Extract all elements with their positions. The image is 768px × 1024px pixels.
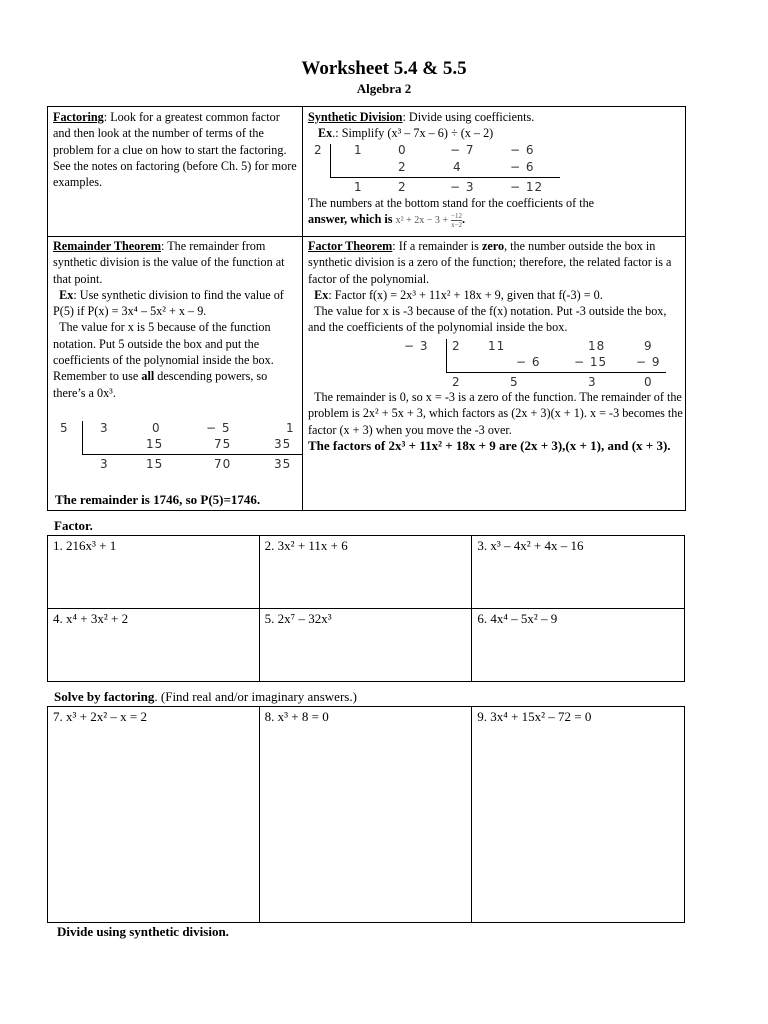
factor-row1-c2: 11 [488, 339, 506, 353]
factor-row2-c2: − 6 [516, 355, 541, 369]
synthetic-box-horizontal [330, 177, 560, 178]
remainder-ex-label: Ex [59, 287, 74, 302]
factor-theorem-text4: The remainder is 0, so x = -3 is a zero of the function. The remainder of the problem is 2x² + 5x + 3, which factors as (2x + 3)(x + 1). x = -3 becomes the factor (x + 3) when you move the -3 over. [308, 390, 683, 437]
remainder-row3-c3: 70 [214, 457, 232, 471]
synthetic-row3-c1: 1 [354, 180, 363, 194]
remainder-text4: descending powers, so there’s a 0x³. [53, 369, 268, 400]
factor-theorem-explanation [308, 389, 684, 454]
remainder-text1: : The remainder from synthetic division is the value of the function at that point. [53, 239, 285, 286]
remainder-text2: : Use synthetic division to find the value of P(5) if P(x) = 3x⁴ – 5x² + x – 9. [53, 287, 284, 319]
remainder-all: all [141, 369, 155, 384]
factor-theorem-text2: : Factor f(x) = 2x³ + 11x² + 18x + 9, given that f(-3) = 0. [328, 287, 603, 302]
factor-theorem-text1b: , the number outside the box in synthetic division is a zero of the function; therefore, the related factor is a factor of the polynomial. [308, 239, 672, 286]
solve-section-note: . (Find real and/or imaginary answers.) [154, 689, 357, 704]
factor-problem-2[interactable]: 2. 3x² + 11x + 6 [259, 536, 472, 609]
factor-problem-5[interactable]: 5. 2x⁷ – 32x³ [259, 609, 472, 682]
solve-problem-9[interactable]: 9. 3x⁴ + 15x² – 72 = 0 [472, 707, 685, 923]
factor-theorem-zero: zero [481, 239, 505, 253]
remainder-row3-c1: 3 [100, 457, 109, 471]
factor-row1-c1: 2 [452, 339, 461, 353]
synthetic-row2-c4: − 6 [510, 160, 535, 174]
solve-problems-table [47, 706, 685, 923]
remainder-result: The remainder is 1746, so P(5)=1746. [55, 492, 261, 507]
factor-row3-c1: 2 [452, 375, 461, 389]
remainder-theorem-note [53, 238, 299, 401]
factor-theorem-text1a: : If a remainder is [392, 239, 479, 253]
remainder-row1-c2: 0 [152, 421, 161, 435]
solve-section-heading [54, 689, 357, 705]
solve-section-label: Solve by factoring [54, 689, 155, 704]
synthetic-row3-c4: − 12 [510, 180, 544, 194]
factor-row1-c4: 9 [644, 339, 653, 353]
factoring-text: : Look for a greatest common factor and then look at the number of terms of the problem for a clue on how to start the factoring. See the notes on factoring (before Ch. 5) for more examples. [53, 110, 297, 190]
factor-section-label: Factor. [54, 518, 93, 533]
synthetic-text: : Divide using coefficients. [402, 110, 535, 124]
factor-theorem-text3: The value for x is -3 because of the f(x) notation. Put -3 outside the box, and the coefficients of the polynomial inside the box. [308, 304, 667, 335]
remainder-row1-c4: 1 [286, 421, 295, 435]
synthetic-ex-text: .: Simplify (x³ – 7x – 6) ÷ (x – 2) [332, 126, 494, 141]
remainder-box-vertical [82, 421, 83, 455]
factor-problem-1[interactable]: 1. 216x³ + 1 [48, 536, 260, 609]
factor-row3-c2: 5 [510, 375, 519, 389]
factor-row2-c3: − 15 [574, 355, 608, 369]
remainder-row1-c1: 3 [100, 421, 109, 435]
factor-theorem-heading: Factor Theorem [308, 239, 393, 253]
notes-table [47, 106, 686, 511]
synthetic-row1-c3: − 7 [450, 143, 475, 157]
synthetic-divisor: 2 [314, 143, 323, 157]
solve-problem-7[interactable]: 7. x³ + 2x² – x = 2 [48, 707, 260, 923]
factoring-heading: Factoring [53, 110, 104, 124]
page-title: Worksheet 5.4 & 5.5 [301, 58, 467, 79]
remainder-row2-c3: 75 [214, 437, 232, 451]
synthetic-heading: Synthetic Division [308, 110, 403, 124]
row-divider [48, 236, 685, 237]
synthetic-row1-c4: − 6 [510, 143, 535, 157]
column-divider [302, 107, 303, 510]
factor-row3-c4: 0 [644, 375, 653, 389]
remainder-row1-c3: − 5 [206, 421, 231, 435]
synthetic-answer-fraction [451, 212, 462, 229]
factoring-note [53, 109, 299, 190]
remainder-row2-c2: 15 [146, 437, 164, 451]
remainder-row2-c4: 35 [274, 437, 292, 451]
synthetic-row2-c2: 2 [398, 160, 407, 174]
factor-problem-3[interactable]: 3. x³ – 4x² + 4x – 16 [472, 536, 685, 609]
synthetic-ex-label: Ex [318, 126, 333, 141]
factor-problem-6[interactable]: 6. 4x⁴ – 5x² – 9 [472, 609, 685, 682]
page-subtitle: Algebra 2 [356, 81, 412, 96]
synthetic-row2-c3: 4 [453, 160, 462, 174]
solve-problem-8[interactable]: 8. x³ + 8 = 0 [259, 707, 472, 923]
synthetic-note: The numbers at the bottom stand for the coefficients of the [308, 196, 595, 210]
synthetic-box-vertical [330, 144, 331, 178]
fraction-numerator: −12 [451, 212, 463, 220]
synthetic-division-note [308, 109, 684, 142]
synthetic-answer-expr: x² + 2x − 3 + [395, 215, 449, 227]
factor-theorem-ex-label: Ex [314, 287, 329, 302]
factor-box-horizontal [446, 372, 666, 373]
factor-divisor: − 3 [404, 339, 429, 353]
fraction-denominator: x−2 [451, 221, 463, 229]
remainder-heading: Remainder Theorem [53, 239, 161, 253]
synthetic-row1-c2: 0 [398, 143, 407, 157]
remainder-row3-c2: 15 [146, 457, 164, 471]
remainder-row3-c4: 35 [274, 457, 292, 471]
synthetic-row3-c3: − 3 [450, 180, 475, 194]
factor-theorem-note [308, 238, 684, 336]
factor-problem-4[interactable]: 4. x⁴ + 3x² + 2 [48, 609, 260, 682]
remainder-divisor: 5 [60, 421, 69, 435]
factor-row3-c3: 3 [588, 375, 597, 389]
factor-row1-c3: 18 [588, 339, 606, 353]
factor-row2-c4: − 9 [636, 355, 661, 369]
synthetic-row3-c2: 2 [398, 180, 407, 194]
synthetic-row1-c1: 1 [354, 143, 363, 157]
divide-section-label: Divide using synthetic division. [57, 924, 229, 939]
synthetic-answer-lead: answer, which is [308, 212, 393, 227]
factor-box-vertical [446, 339, 447, 373]
synthetic-answer: The numbers at the bottom stand for the coefficients of the answer, which is x² + 2x − 3 + $\frac{-12}{x-2}$ . [308, 195, 684, 230]
factor-theorem-result: The factors of 2x³ + 11x² + 18x + 9 are (2x + 3),(x + 1), and (x + 3). [308, 437, 671, 453]
factor-problems-table [47, 535, 685, 682]
remainder-box-horizontal [82, 454, 302, 455]
remainder-text3: The value for x is 5 because of the function notation. Put 5 outside the box and put the coefficients of the polynomial inside the box. Remember to use [53, 320, 274, 384]
